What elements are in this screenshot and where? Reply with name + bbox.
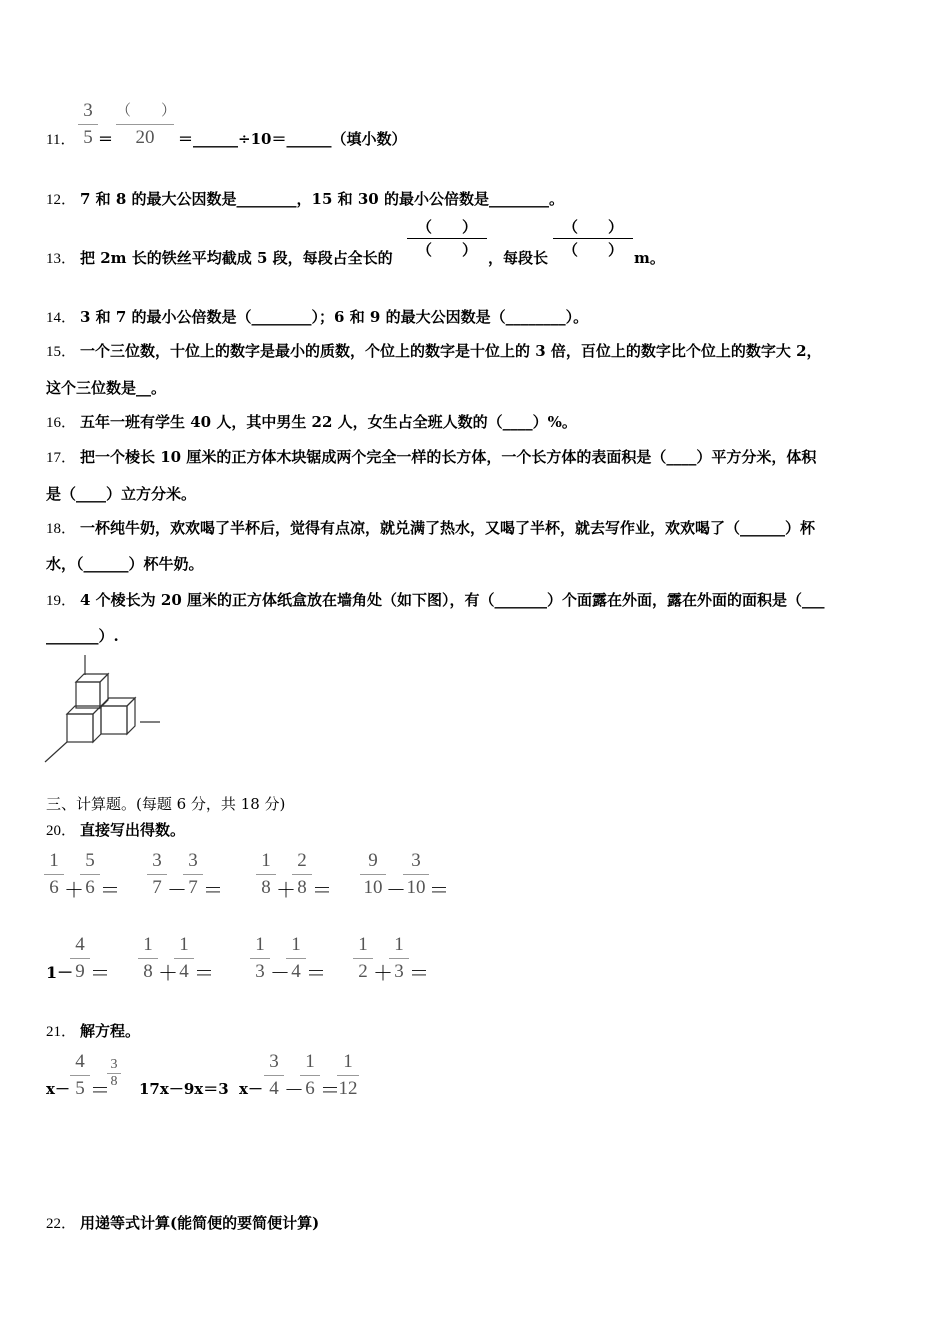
q14-text: 3 和 7 的最小公倍数是（________）；6 和 9 的最大公因数是（________）。 [80,308,589,326]
q17-number: 17． [46,450,77,466]
q17-line1: 把一个棱长 10 厘米的正方体木块锯成两个完全一样的长方体，一个长方体的表面积是（____）平方分米，体积 [80,448,817,466]
q11-fraction-3-5: 3 5 [78,100,98,149]
q18-line2: 水，（______）杯牛奶。 [46,555,204,573]
q14-number: 14． [46,310,77,326]
q13-text3: m。 [634,249,665,267]
q21-title: 解方程。 [80,1022,141,1040]
cubes-corner-figure [40,650,170,765]
q20-r2-e1-eq: ＝ [90,963,110,985]
q20-r2-e4-eq: ＝ [409,963,429,985]
q21-eq3-lead: x－ [239,1080,263,1098]
q20-title: 直接写出得数。 [80,821,186,839]
q20-r2-e4-op: ＋ [373,963,393,985]
cube-top [76,674,108,708]
q20-r1-e1-frac-a: 1 6 [44,850,64,899]
q11-number: 11． [46,132,76,148]
q20-r2-e3-frac-a: 1 3 [250,934,270,983]
q13-fraction-blank-1: （ ） （ ） [407,216,487,261]
q20-r1-e3-frac-a: 1 8 [256,850,276,899]
q20-r1-e1-op: ＋ [64,880,84,902]
q20-r1-e3-op: ＋ [276,880,296,902]
q12-text: 7 和 8 的最大公因数是________，15 和 30 的最小公倍数是________。 [80,190,564,208]
cube-bottom-left [67,706,101,742]
section-3-title: 三、计算题。(每题 6 分，共 18 分) [46,795,286,813]
q19-line2: _______）. [46,627,119,645]
q19-number: 19． [46,593,77,609]
q15-number: 15． [46,344,77,360]
q20-r2-e3-frac-b: 1 4 [286,934,306,983]
q20-r1-e2-frac-b: 3 7 [183,850,203,899]
q21-number: 21． [46,1024,77,1040]
q20-r2-e2-frac-b: 1 4 [174,934,194,983]
q21-eq1-eq: ＝ [90,1080,110,1102]
q20-r1-e1-frac-b: 5 6 [80,850,100,899]
q13-fraction-blank-2: （ ） （ ） [553,216,633,261]
q20-r1-e3-frac-b: 2 8 [292,850,312,899]
q20-r1-e4-frac-b: 3 10 [403,850,429,899]
q21-eq3-frac-a: 3 4 [264,1051,284,1100]
q20-r2-e3-op: － [270,963,290,985]
q20-r1-e3-eq: ＝ [312,880,332,902]
q20-r2-e1-lead: 1－ [46,963,74,982]
q17-line2: 是（____）立方分米。 [46,485,197,503]
q22-number: 22． [46,1216,77,1232]
q18-number: 18． [46,521,77,537]
q20-r2-e4-frac-b: 1 3 [389,934,409,983]
q22-text: 用递等式计算(能简便的要简便计算) [80,1214,320,1232]
q21-eq2: 17x－9x＝3 [139,1080,229,1098]
q20-r1-e4-op: － [386,880,406,902]
q21-eq1-frac-b: 3 8 [107,1058,121,1089]
q20-r2-e2-frac-a: 1 8 [138,934,158,983]
q21-eq3-op: － [284,1080,304,1102]
q11-rest: ＝______÷10＝______（填小数） [178,130,407,148]
q20-number: 20． [46,823,77,839]
q11-equals: ＝ [98,130,114,148]
q21-eq3-frac-c: 1 12 [338,1051,358,1099]
cube-bottom-right [101,698,135,734]
q21-eq1-lead: x－ [46,1080,70,1098]
q21-eq1-frac-a: 4 5 [70,1051,90,1100]
q20-r1-e4-eq: ＝ [429,880,449,902]
q21-eq3-frac-b: 1 6 [300,1051,320,1100]
floor-diagonal-line [45,742,67,762]
q16-text: 五年一班有学生 40 人，其中男生 22 人，女生占全班人数的（____）%。 [80,413,577,431]
q20-r1-e1-eq: ＝ [100,880,120,902]
q19-line1: 4 个棱长为 20 厘米的正方体纸盒放在墙角处（如下图），有（_______）个面露在外面，露在外面的面积是（___ [80,591,825,609]
q13-number: 13． [46,251,77,267]
q20-r2-e2-op: ＋ [158,963,178,985]
q15-line2: 这个三位数是__。 [46,379,167,397]
q11-fraction-blank-20: （ ） 20 [116,103,177,148]
q21-eq3-eq: ＝ [320,1080,340,1102]
q20-r1-e2-frac-a: 3 7 [147,850,167,899]
q20-r2-e3-eq: ＝ [306,963,326,985]
q20-r2-e2-eq: ＝ [194,963,214,985]
q20-r2-e4-frac-a: 1 2 [353,934,373,983]
q20-r1-e4-frac-a: 9 10 [360,850,386,899]
q18-line1: 一杯纯牛奶，欢欢喝了半杯后，觉得有点凉，就兑满了热水，又喝了半杯，就去写作业，欢欢喝了（______）杯 [80,519,816,537]
q20-r2-e1-frac-b: 4 9 [70,934,90,983]
q13-text2: ，每段长 [488,249,549,267]
q20-r1-e2-eq: ＝ [203,880,223,902]
q20-r1-e2-op: － [167,880,187,902]
q12-number: 12． [46,192,77,208]
q13-text1: 把 2m 长的铁丝平均截成 5 段，每段占全长的 [80,249,393,267]
q15-line1: 一个三位数，十位上的数字是最小的质数，个位上的数字是十位上的 3 倍，百位上的数字比个位上的数字大 2， [80,342,822,360]
q16-number: 16． [46,415,77,431]
